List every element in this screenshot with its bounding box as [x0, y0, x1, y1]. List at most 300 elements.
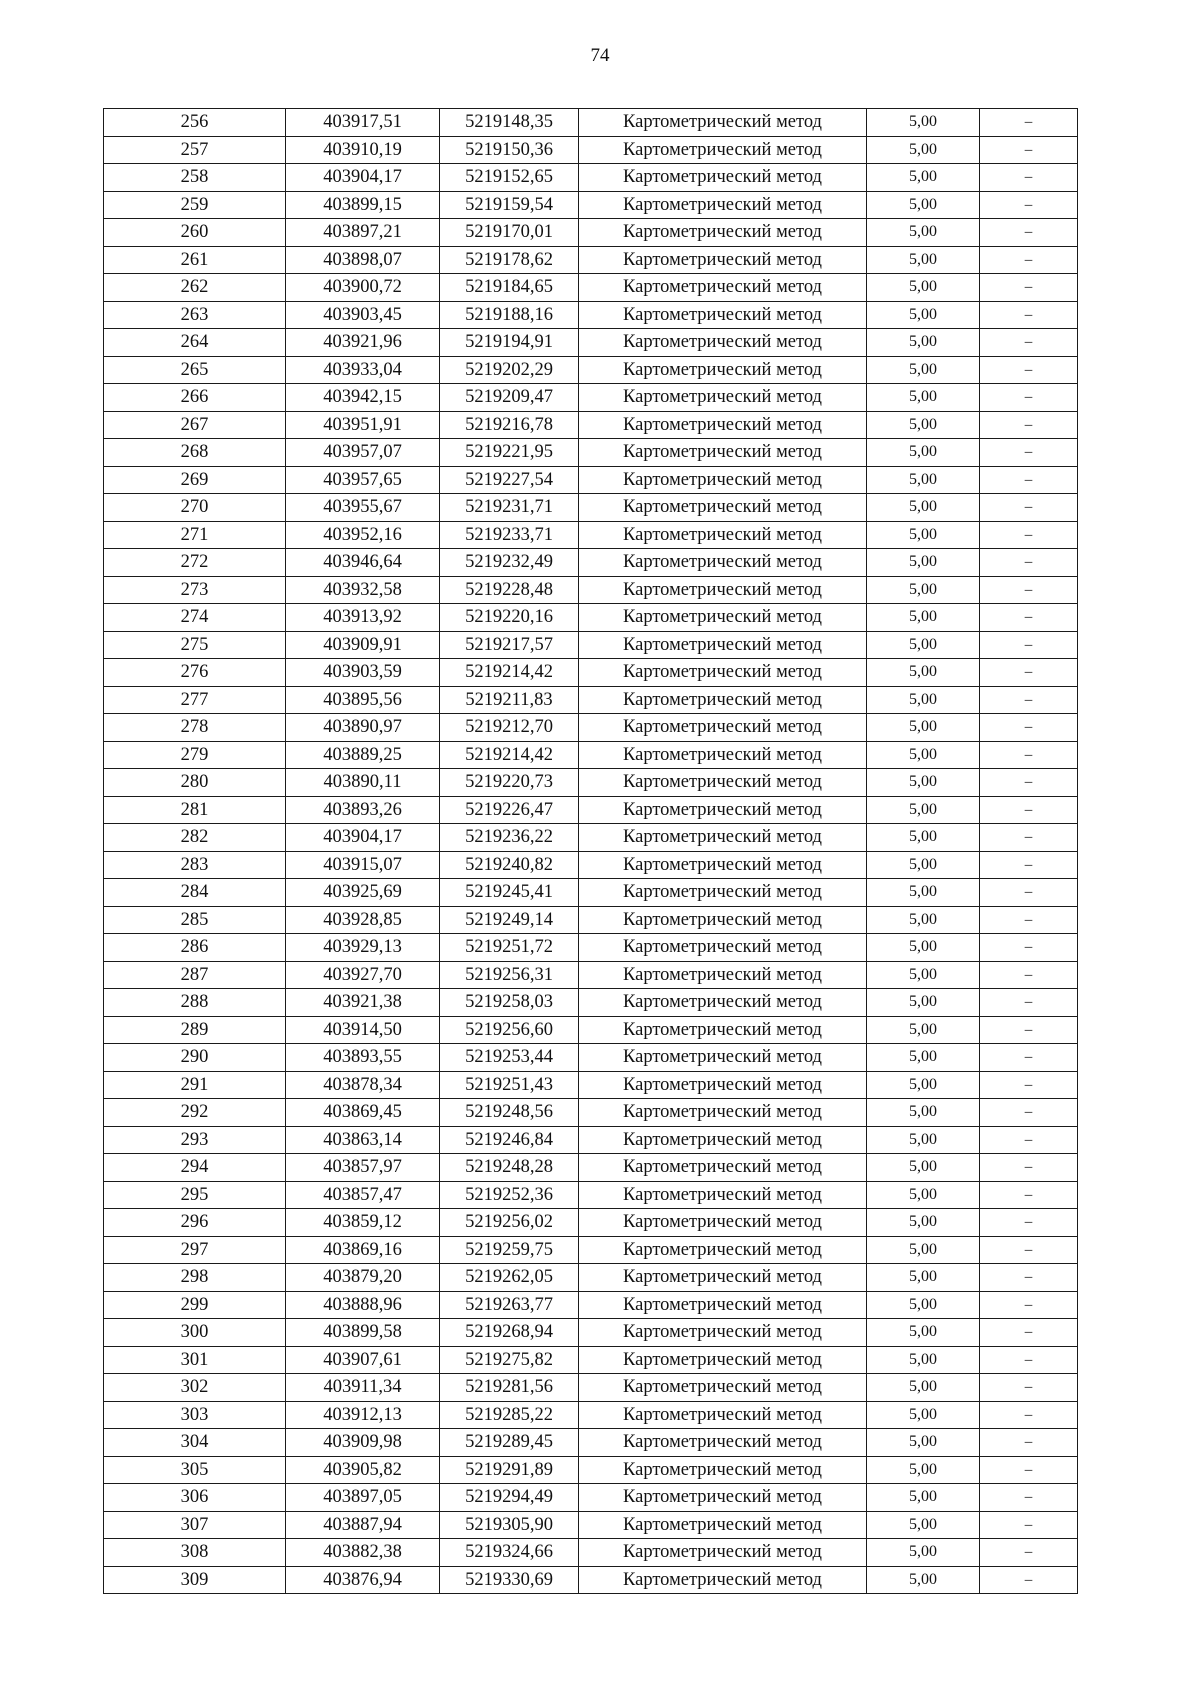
table-row: [104, 1264, 1078, 1292]
method-cell: Картометрический метод: [579, 796, 867, 824]
y-coordinate-cell: 5219324,66: [440, 1539, 579, 1567]
accuracy-cell: 5,00: [867, 1346, 980, 1374]
method-cell: Картометрический метод: [579, 384, 867, 412]
method-cell: Картометрический метод: [579, 1429, 867, 1457]
accuracy-cell: 5,00: [867, 1511, 980, 1539]
note-cell: –: [980, 824, 1078, 852]
point-number-cell: 272: [104, 549, 286, 577]
point-number-cell: 274: [104, 604, 286, 632]
method-cell: Картометрический метод: [579, 659, 867, 687]
y-coordinate-cell: 5219214,42: [440, 659, 579, 687]
method-cell: Картометрический метод: [579, 1374, 867, 1402]
x-coordinate-cell: 403857,97: [286, 1154, 440, 1182]
y-coordinate-cell: 5219330,69: [440, 1566, 579, 1594]
y-coordinate-cell: 5219211,83: [440, 686, 579, 714]
x-coordinate-cell: 403889,25: [286, 741, 440, 769]
accuracy-cell: 5,00: [867, 1099, 980, 1127]
point-number-cell: 305: [104, 1456, 286, 1484]
point-number-cell: 270: [104, 494, 286, 522]
note-cell: –: [980, 1099, 1078, 1127]
point-number-cell: 262: [104, 274, 286, 302]
table-row: [104, 1126, 1078, 1154]
method-cell: Картометрический метод: [579, 961, 867, 989]
method-cell: Картометрический метод: [579, 494, 867, 522]
y-coordinate-cell: 5219246,84: [440, 1126, 579, 1154]
method-cell: Картометрический метод: [579, 411, 867, 439]
accuracy-cell: 5,00: [867, 329, 980, 357]
y-coordinate-cell: 5219248,28: [440, 1154, 579, 1182]
point-number-cell: 279: [104, 741, 286, 769]
table-row: [104, 329, 1078, 357]
table-row: [104, 714, 1078, 742]
note-cell: –: [980, 1154, 1078, 1182]
note-cell: –: [980, 961, 1078, 989]
note-cell: –: [980, 1319, 1078, 1347]
point-number-cell: 265: [104, 356, 286, 384]
note-cell: –: [980, 191, 1078, 219]
y-coordinate-cell: 5219256,60: [440, 1016, 579, 1044]
y-coordinate-cell: 5219259,75: [440, 1236, 579, 1264]
accuracy-cell: 5,00: [867, 301, 980, 329]
note-cell: –: [980, 1236, 1078, 1264]
table-row: [104, 411, 1078, 439]
accuracy-cell: 5,00: [867, 1291, 980, 1319]
point-number-cell: 268: [104, 439, 286, 467]
note-cell: –: [980, 1044, 1078, 1072]
table-row: [104, 1566, 1078, 1594]
y-coordinate-cell: 5219252,36: [440, 1181, 579, 1209]
table-row: [104, 1044, 1078, 1072]
method-cell: Картометрический метод: [579, 1319, 867, 1347]
x-coordinate-cell: 403888,96: [286, 1291, 440, 1319]
x-coordinate-cell: 403929,13: [286, 934, 440, 962]
table-row: [104, 1346, 1078, 1374]
x-coordinate-cell: 403933,04: [286, 356, 440, 384]
point-number-cell: 271: [104, 521, 286, 549]
x-coordinate-cell: 403869,16: [286, 1236, 440, 1264]
y-coordinate-cell: 5219220,16: [440, 604, 579, 632]
accuracy-cell: 5,00: [867, 631, 980, 659]
accuracy-cell: 5,00: [867, 246, 980, 274]
table-row: [104, 659, 1078, 687]
method-cell: Картометрический метод: [579, 109, 867, 137]
note-cell: –: [980, 934, 1078, 962]
point-number-cell: 298: [104, 1264, 286, 1292]
y-coordinate-cell: 5219220,73: [440, 769, 579, 797]
point-number-cell: 276: [104, 659, 286, 687]
method-cell: Картометрический метод: [579, 1236, 867, 1264]
x-coordinate-cell: 403898,07: [286, 246, 440, 274]
method-cell: Картометрический метод: [579, 824, 867, 852]
method-cell: Картометрический метод: [579, 1264, 867, 1292]
x-coordinate-cell: 403879,20: [286, 1264, 440, 1292]
table-row: [104, 879, 1078, 907]
point-number-cell: 282: [104, 824, 286, 852]
x-coordinate-cell: 403955,67: [286, 494, 440, 522]
method-cell: Картометрический метод: [579, 1044, 867, 1072]
table-row: [104, 1401, 1078, 1429]
method-cell: Картометрический метод: [579, 191, 867, 219]
x-coordinate-cell: 403869,45: [286, 1099, 440, 1127]
point-number-cell: 304: [104, 1429, 286, 1457]
table-row: [104, 1071, 1078, 1099]
method-cell: Картометрический метод: [579, 466, 867, 494]
table-row: [104, 1484, 1078, 1512]
method-cell: Картометрический метод: [579, 1456, 867, 1484]
note-cell: –: [980, 714, 1078, 742]
accuracy-cell: 5,00: [867, 1071, 980, 1099]
method-cell: Картометрический метод: [579, 439, 867, 467]
accuracy-cell: 5,00: [867, 274, 980, 302]
y-coordinate-cell: 5219148,35: [440, 109, 579, 137]
note-cell: –: [980, 576, 1078, 604]
x-coordinate-cell: 403878,34: [286, 1071, 440, 1099]
accuracy-cell: 5,00: [867, 714, 980, 742]
note-cell: –: [980, 604, 1078, 632]
y-coordinate-cell: 5219150,36: [440, 136, 579, 164]
point-number-cell: 287: [104, 961, 286, 989]
table-row: [104, 549, 1078, 577]
x-coordinate-cell: 403893,55: [286, 1044, 440, 1072]
y-coordinate-cell: 5219275,82: [440, 1346, 579, 1374]
y-coordinate-cell: 5219262,05: [440, 1264, 579, 1292]
accuracy-cell: 5,00: [867, 1456, 980, 1484]
table-row: [104, 989, 1078, 1017]
x-coordinate-cell: 403899,58: [286, 1319, 440, 1347]
note-cell: –: [980, 1126, 1078, 1154]
method-cell: Картометрический метод: [579, 356, 867, 384]
accuracy-cell: 5,00: [867, 1016, 980, 1044]
accuracy-cell: 5,00: [867, 1429, 980, 1457]
table-row: [104, 851, 1078, 879]
note-cell: –: [980, 1401, 1078, 1429]
table-row: [104, 356, 1078, 384]
method-cell: Картометрический метод: [579, 879, 867, 907]
note-cell: –: [980, 631, 1078, 659]
note-cell: –: [980, 494, 1078, 522]
note-cell: –: [980, 301, 1078, 329]
y-coordinate-cell: 5219289,45: [440, 1429, 579, 1457]
point-number-cell: 259: [104, 191, 286, 219]
method-cell: Картометрический метод: [579, 301, 867, 329]
table-row: [104, 219, 1078, 247]
point-number-cell: 260: [104, 219, 286, 247]
y-coordinate-cell: 5219184,65: [440, 274, 579, 302]
accuracy-cell: 5,00: [867, 384, 980, 412]
table-row: [104, 109, 1078, 137]
x-coordinate-cell: 403882,38: [286, 1539, 440, 1567]
method-cell: Картометрический метод: [579, 246, 867, 274]
note-cell: –: [980, 109, 1078, 137]
accuracy-cell: 5,00: [867, 906, 980, 934]
method-cell: Картометрический метод: [579, 1154, 867, 1182]
table-row: [104, 796, 1078, 824]
x-coordinate-cell: 403897,21: [286, 219, 440, 247]
accuracy-cell: 5,00: [867, 219, 980, 247]
method-cell: Картометрический метод: [579, 604, 867, 632]
y-coordinate-cell: 5219251,43: [440, 1071, 579, 1099]
note-cell: –: [980, 329, 1078, 357]
y-coordinate-cell: 5219217,57: [440, 631, 579, 659]
y-coordinate-cell: 5219178,62: [440, 246, 579, 274]
note-cell: –: [980, 1016, 1078, 1044]
y-coordinate-cell: 5219291,89: [440, 1456, 579, 1484]
page-number: 74: [590, 45, 610, 66]
method-cell: Картометрический метод: [579, 136, 867, 164]
y-coordinate-cell: 5219249,14: [440, 906, 579, 934]
table-row: [104, 686, 1078, 714]
note-cell: –: [980, 741, 1078, 769]
accuracy-cell: 5,00: [867, 604, 980, 632]
note-cell: –: [980, 769, 1078, 797]
point-number-cell: 307: [104, 1511, 286, 1539]
y-coordinate-cell: 5219202,29: [440, 356, 579, 384]
coordinates-table: [103, 108, 1078, 1594]
table-row: [104, 1456, 1078, 1484]
point-number-cell: 261: [104, 246, 286, 274]
note-cell: –: [980, 989, 1078, 1017]
table-row: [104, 741, 1078, 769]
accuracy-cell: 5,00: [867, 686, 980, 714]
x-coordinate-cell: 403957,65: [286, 466, 440, 494]
table-row: [104, 521, 1078, 549]
method-cell: Картометрический метод: [579, 851, 867, 879]
table-row: [104, 439, 1078, 467]
accuracy-cell: 5,00: [867, 1401, 980, 1429]
method-cell: Картометрический метод: [579, 274, 867, 302]
note-cell: –: [980, 136, 1078, 164]
accuracy-cell: 5,00: [867, 356, 980, 384]
method-cell: Картометрический метод: [579, 1126, 867, 1154]
note-cell: –: [980, 1264, 1078, 1292]
x-coordinate-cell: 403911,34: [286, 1374, 440, 1402]
x-coordinate-cell: 403951,91: [286, 411, 440, 439]
table-row: [104, 631, 1078, 659]
table-row: [104, 1511, 1078, 1539]
note-cell: –: [980, 384, 1078, 412]
point-number-cell: 302: [104, 1374, 286, 1402]
accuracy-cell: 5,00: [867, 136, 980, 164]
point-number-cell: 306: [104, 1484, 286, 1512]
method-cell: Картометрический метод: [579, 1511, 867, 1539]
accuracy-cell: 5,00: [867, 796, 980, 824]
table-row: [104, 906, 1078, 934]
point-number-cell: 258: [104, 164, 286, 192]
point-number-cell: 299: [104, 1291, 286, 1319]
method-cell: Картометрический метод: [579, 1099, 867, 1127]
method-cell: Картометрический метод: [579, 989, 867, 1017]
table-row: [104, 1209, 1078, 1237]
point-number-cell: 301: [104, 1346, 286, 1374]
x-coordinate-cell: 403876,94: [286, 1566, 440, 1594]
x-coordinate-cell: 403921,96: [286, 329, 440, 357]
point-number-cell: 284: [104, 879, 286, 907]
table-row: [104, 824, 1078, 852]
table-row: [104, 1181, 1078, 1209]
note-cell: –: [980, 906, 1078, 934]
x-coordinate-cell: 403925,69: [286, 879, 440, 907]
accuracy-cell: 5,00: [867, 191, 980, 219]
point-number-cell: 294: [104, 1154, 286, 1182]
note-cell: –: [980, 439, 1078, 467]
accuracy-cell: 5,00: [867, 494, 980, 522]
table-row: [104, 494, 1078, 522]
x-coordinate-cell: 403904,17: [286, 164, 440, 192]
x-coordinate-cell: 403928,85: [286, 906, 440, 934]
table-row: [104, 246, 1078, 274]
table-row: [104, 769, 1078, 797]
accuracy-cell: 5,00: [867, 1154, 980, 1182]
method-cell: Картометрический метод: [579, 1484, 867, 1512]
table-row: [104, 384, 1078, 412]
y-coordinate-cell: 5219236,22: [440, 824, 579, 852]
x-coordinate-cell: 403899,15: [286, 191, 440, 219]
table-row: [104, 164, 1078, 192]
accuracy-cell: 5,00: [867, 109, 980, 137]
y-coordinate-cell: 5219159,54: [440, 191, 579, 219]
method-cell: Картометрический метод: [579, 1071, 867, 1099]
y-coordinate-cell: 5219263,77: [440, 1291, 579, 1319]
note-cell: –: [980, 1209, 1078, 1237]
method-cell: Картометрический метод: [579, 164, 867, 192]
point-number-cell: 280: [104, 769, 286, 797]
accuracy-cell: 5,00: [867, 879, 980, 907]
x-coordinate-cell: 403895,56: [286, 686, 440, 714]
x-coordinate-cell: 403907,61: [286, 1346, 440, 1374]
method-cell: Картометрический метод: [579, 769, 867, 797]
table-row: [104, 136, 1078, 164]
x-coordinate-cell: 403932,58: [286, 576, 440, 604]
accuracy-cell: 5,00: [867, 1181, 980, 1209]
note-cell: –: [980, 356, 1078, 384]
note-cell: –: [980, 796, 1078, 824]
y-coordinate-cell: 5219256,31: [440, 961, 579, 989]
x-coordinate-cell: 403904,17: [286, 824, 440, 852]
method-cell: Картометрический метод: [579, 329, 867, 357]
x-coordinate-cell: 403921,38: [286, 989, 440, 1017]
note-cell: –: [980, 1346, 1078, 1374]
table-row: [104, 1154, 1078, 1182]
x-coordinate-cell: 403914,50: [286, 1016, 440, 1044]
x-coordinate-cell: 403905,82: [286, 1456, 440, 1484]
y-coordinate-cell: 5219245,41: [440, 879, 579, 907]
note-cell: –: [980, 1071, 1078, 1099]
y-coordinate-cell: 5219251,72: [440, 934, 579, 962]
accuracy-cell: 5,00: [867, 1319, 980, 1347]
note-cell: –: [980, 466, 1078, 494]
point-number-cell: 300: [104, 1319, 286, 1347]
x-coordinate-cell: 403927,70: [286, 961, 440, 989]
note-cell: –: [980, 851, 1078, 879]
y-coordinate-cell: 5219240,82: [440, 851, 579, 879]
point-number-cell: 291: [104, 1071, 286, 1099]
x-coordinate-cell: 403893,26: [286, 796, 440, 824]
accuracy-cell: 5,00: [867, 824, 980, 852]
method-cell: Картометрический метод: [579, 219, 867, 247]
point-number-cell: 292: [104, 1099, 286, 1127]
x-coordinate-cell: 403857,47: [286, 1181, 440, 1209]
y-coordinate-cell: 5219268,94: [440, 1319, 579, 1347]
note-cell: –: [980, 1484, 1078, 1512]
accuracy-cell: 5,00: [867, 1126, 980, 1154]
note-cell: –: [980, 1181, 1078, 1209]
accuracy-cell: 5,00: [867, 741, 980, 769]
point-number-cell: 266: [104, 384, 286, 412]
table-row: [104, 191, 1078, 219]
point-number-cell: 290: [104, 1044, 286, 1072]
x-coordinate-cell: 403910,19: [286, 136, 440, 164]
y-coordinate-cell: 5219226,47: [440, 796, 579, 824]
note-cell: –: [980, 659, 1078, 687]
y-coordinate-cell: 5219214,42: [440, 741, 579, 769]
x-coordinate-cell: 403909,91: [286, 631, 440, 659]
table-row: [104, 961, 1078, 989]
x-coordinate-cell: 403863,14: [286, 1126, 440, 1154]
x-coordinate-cell: 403942,15: [286, 384, 440, 412]
x-coordinate-cell: 403912,13: [286, 1401, 440, 1429]
point-number-cell: 257: [104, 136, 286, 164]
method-cell: Картометрический метод: [579, 549, 867, 577]
note-cell: –: [980, 686, 1078, 714]
note-cell: –: [980, 1374, 1078, 1402]
accuracy-cell: 5,00: [867, 659, 980, 687]
note-cell: –: [980, 164, 1078, 192]
x-coordinate-cell: 403900,72: [286, 274, 440, 302]
table-row: [104, 466, 1078, 494]
y-coordinate-cell: 5219258,03: [440, 989, 579, 1017]
method-cell: Картометрический метод: [579, 1291, 867, 1319]
accuracy-cell: 5,00: [867, 164, 980, 192]
table-row: [104, 274, 1078, 302]
point-number-cell: 256: [104, 109, 286, 137]
y-coordinate-cell: 5219188,16: [440, 301, 579, 329]
accuracy-cell: 5,00: [867, 466, 980, 494]
method-cell: Картометрический метод: [579, 741, 867, 769]
table-row: [104, 1016, 1078, 1044]
accuracy-cell: 5,00: [867, 769, 980, 797]
x-coordinate-cell: 403903,59: [286, 659, 440, 687]
y-coordinate-cell: 5219281,56: [440, 1374, 579, 1402]
y-coordinate-cell: 5219231,71: [440, 494, 579, 522]
accuracy-cell: 5,00: [867, 1209, 980, 1237]
note-cell: –: [980, 1511, 1078, 1539]
y-coordinate-cell: 5219305,90: [440, 1511, 579, 1539]
method-cell: Картометрический метод: [579, 1346, 867, 1374]
accuracy-cell: 5,00: [867, 1484, 980, 1512]
point-number-cell: 263: [104, 301, 286, 329]
point-number-cell: 295: [104, 1181, 286, 1209]
x-coordinate-cell: 403952,16: [286, 521, 440, 549]
note-cell: –: [980, 1566, 1078, 1594]
coordinates-table-body: [104, 109, 1078, 1594]
y-coordinate-cell: 5219294,49: [440, 1484, 579, 1512]
table-row: [104, 1374, 1078, 1402]
accuracy-cell: 5,00: [867, 1539, 980, 1567]
y-coordinate-cell: 5219227,54: [440, 466, 579, 494]
method-cell: Картометрический метод: [579, 1209, 867, 1237]
point-number-cell: 303: [104, 1401, 286, 1429]
point-number-cell: 297: [104, 1236, 286, 1264]
accuracy-cell: 5,00: [867, 576, 980, 604]
x-coordinate-cell: 403957,07: [286, 439, 440, 467]
table-row: [104, 576, 1078, 604]
table-row: [104, 1099, 1078, 1127]
table-row: [104, 1291, 1078, 1319]
method-cell: Картометрический метод: [579, 576, 867, 604]
accuracy-cell: 5,00: [867, 1264, 980, 1292]
accuracy-cell: 5,00: [867, 439, 980, 467]
x-coordinate-cell: 403890,11: [286, 769, 440, 797]
